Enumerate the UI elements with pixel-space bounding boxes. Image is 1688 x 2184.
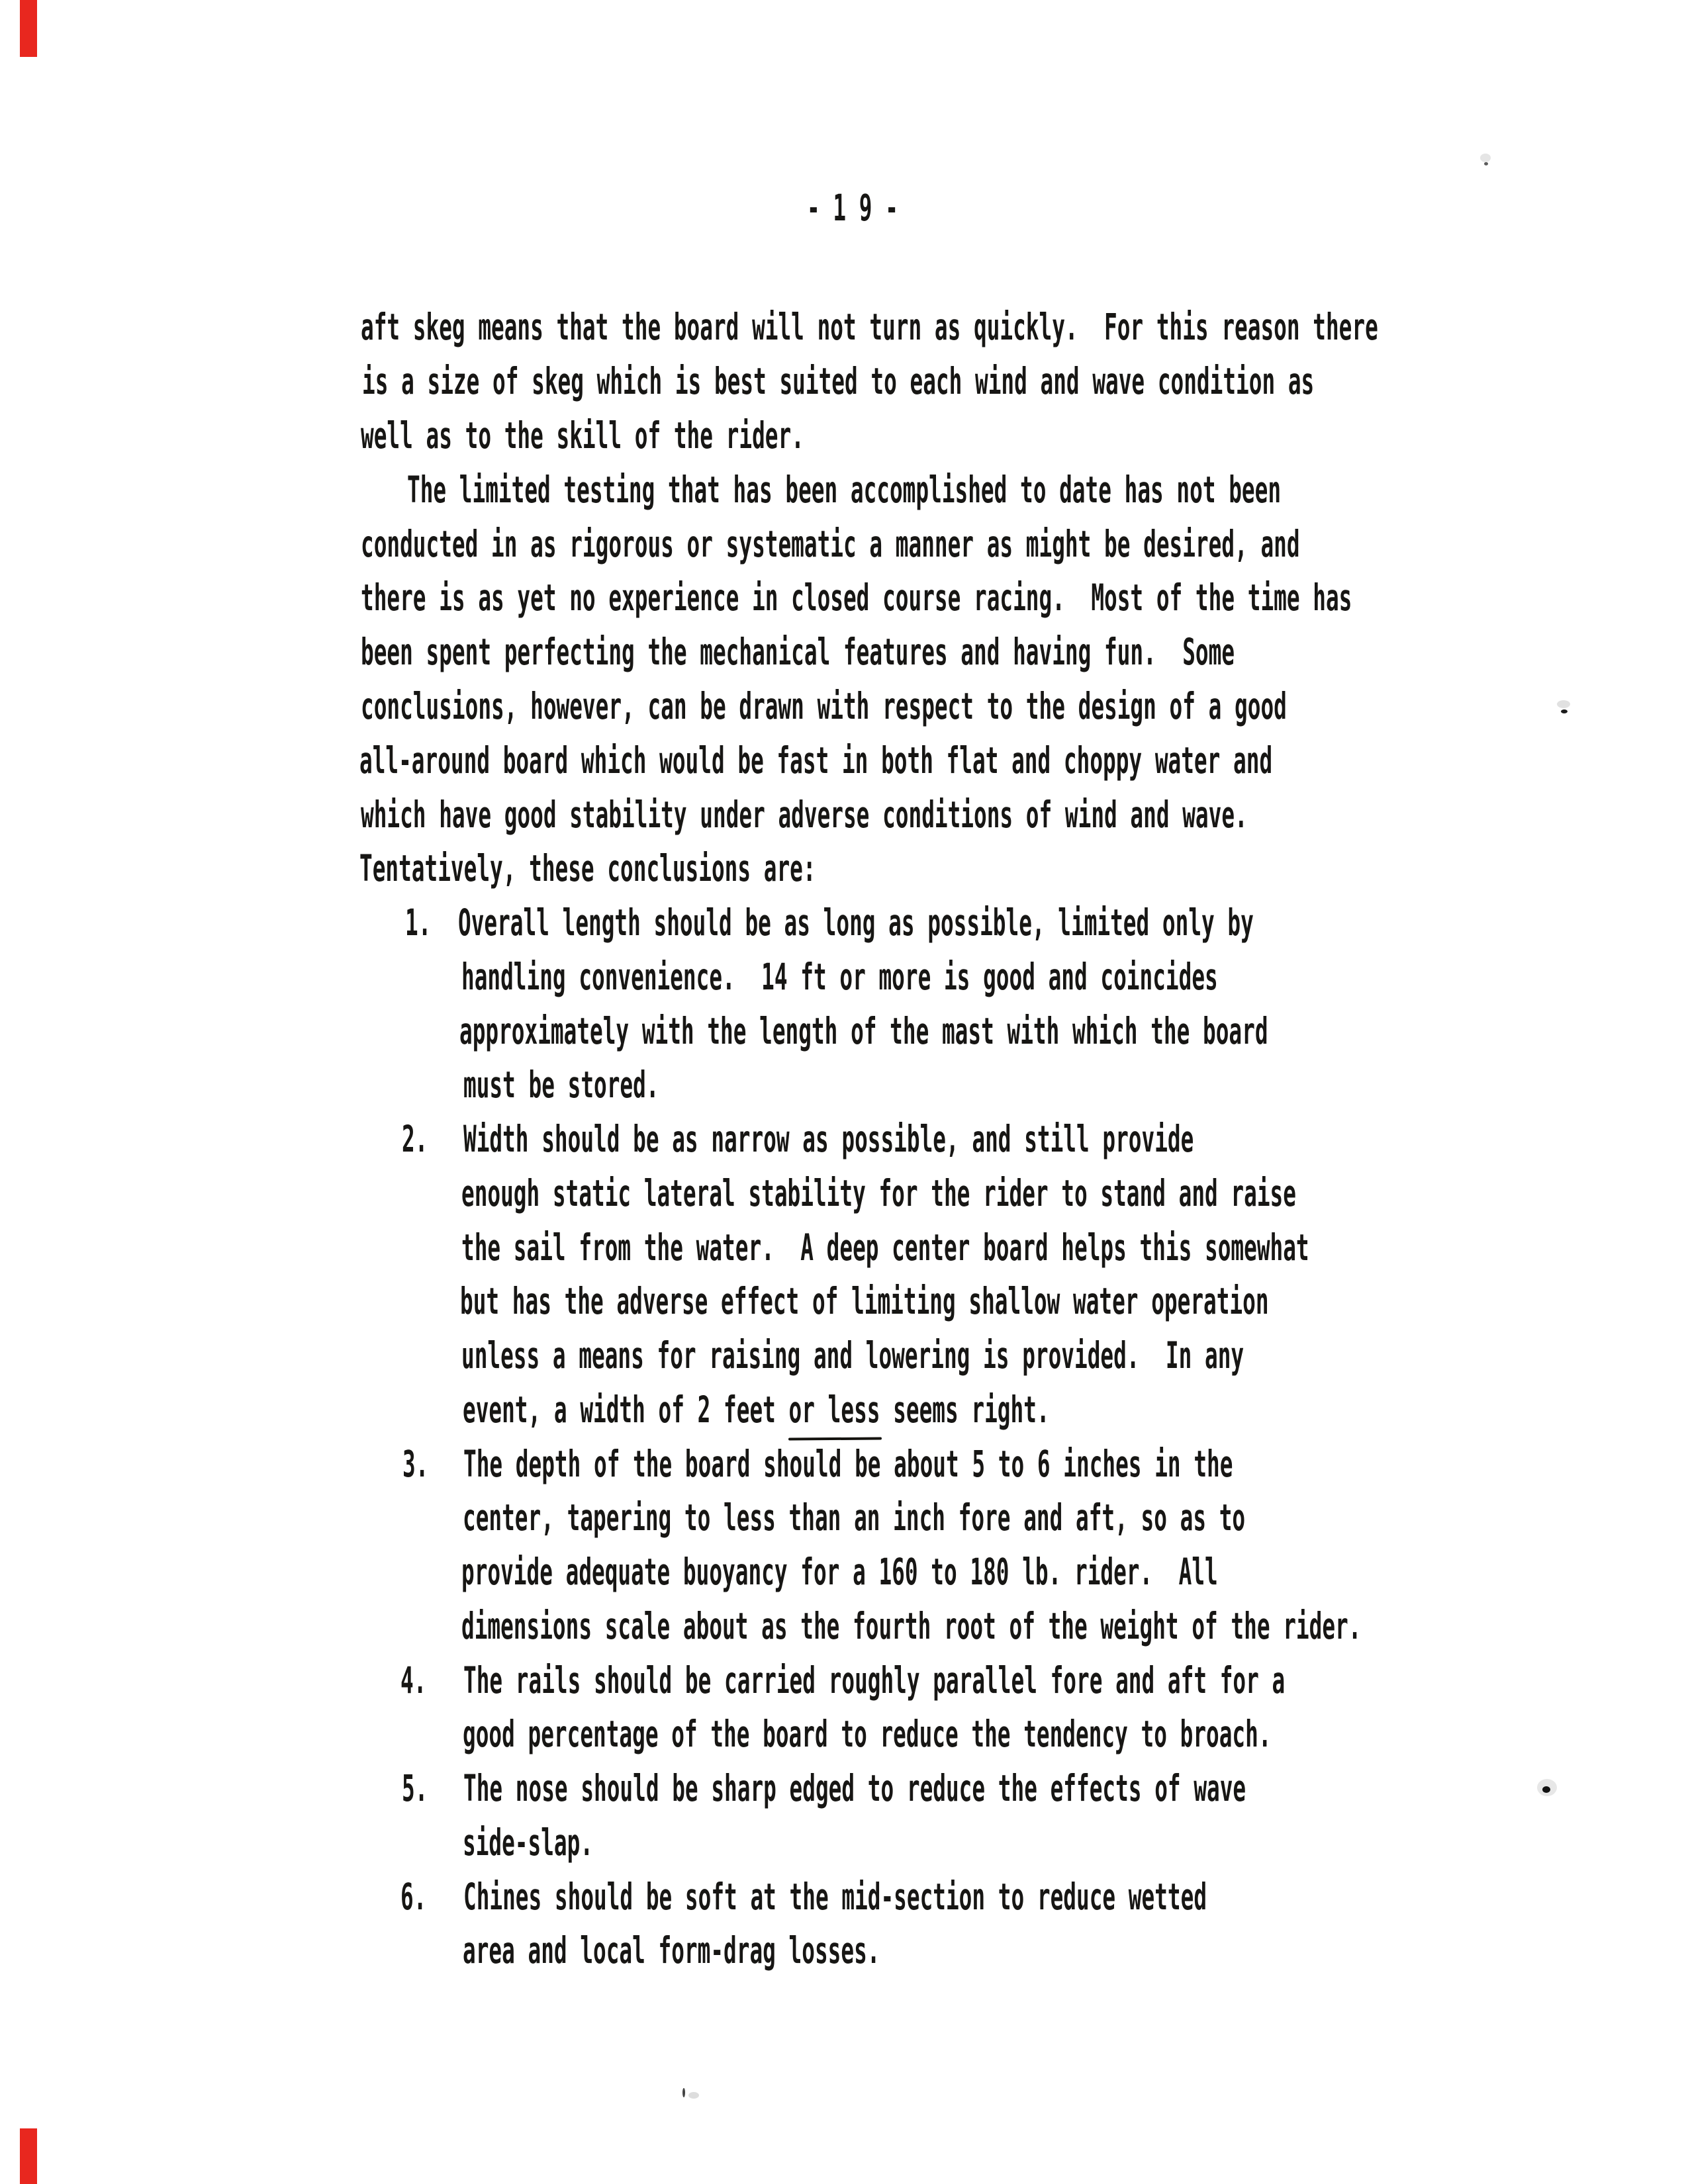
ink-speck [1542,1786,1550,1793]
ink-speck [1480,154,1491,162]
text-line: area and local form-drag losses. [463,1929,880,1972]
text-line: aft skeg means that the board will not turn as quickly. For this reason there [361,306,1378,348]
list-number: 6. [400,1876,427,1918]
text-line: is a size of skeg which is best suited to each wind and wave condition as [362,360,1315,402]
text-line: conclusions, however, can be drawn with respect to the design of a good [361,685,1287,727]
text-line: The limited testing that has been accomplished to date has not been [407,469,1282,511]
list-number: 3. [402,1443,429,1485]
page-number: - 1 9 - [807,187,898,229]
list-number: 4. [400,1659,427,1702]
text-line: The nose should be sharp edged to reduce the effects of wave [463,1767,1246,1809]
text-line: side-slap. [463,1821,594,1864]
list-number: 1. [405,901,432,944]
red-edge-mark-bottom [20,2128,37,2184]
text-line: unless a means for raising and lowering is provided. In any [461,1334,1244,1377]
text-line: all-around board which would be fast in both flat and choppy water and [359,739,1273,782]
text-line: approximately with the length of the mast with which the board [459,1010,1268,1052]
underline-or-less [788,1437,882,1441]
red-edge-mark-top [20,0,37,57]
text-line: the sail from the water. A deep center board helps this somewhat [461,1226,1309,1269]
ink-speck [1561,709,1568,713]
text-line: well as to the skill of the rider. [361,414,804,457]
ink-speck [688,2092,699,2099]
text-line: Tentatively, these conclusions are: [359,847,816,889]
text-line: Overall length should be as long as possible, limited only by [458,901,1254,944]
text-line: dimensions scale about as the fourth root of the weight of the rider. [461,1605,1362,1647]
text-line: Chines should be soft at the mid-section to reduce wetted [463,1876,1207,1918]
text-line: The rails should be carried roughly parallel fore and aft for a [463,1659,1286,1702]
text-line: which have good stability under adverse conditions of wind and wave. [361,794,1248,836]
list-number: 5. [402,1767,428,1809]
text-line: been spent perfecting the mechanical features and having fun. Some [361,631,1235,673]
text-line: enough static lateral stability for the rider to stand and raise [461,1172,1296,1214]
text-line: but has the adverse effect of limiting shallow water operation [460,1280,1269,1322]
text-line: conducted in as rigorous or systematic a manner as might be desired, and [361,523,1300,565]
ink-speck [1557,700,1570,708]
list-number: 2. [402,1118,428,1160]
text-line: good percentage of the board to reduce the tendency to broach. [463,1713,1272,1755]
text-line: handling convenience. 14 ft or more is good and coincides [461,956,1218,998]
text-line: center, tapering to less than an inch fore and aft, so as to [463,1496,1246,1539]
text-line: provide adequate buoyancy for a 160 to 180 lb. rider. All [461,1551,1218,1593]
ink-speck [682,2088,685,2097]
text-line: there is as yet no experience in closed course racing. Most of the time has [361,576,1352,619]
text-line: The depth of the board should be about 5 to 6 inches in the [463,1443,1233,1485]
ink-speck [1484,162,1488,165]
text-line: event, a width of 2 feet or less seems right. [463,1388,1050,1431]
text-line: Width should be as narrow as possible, and still provide [463,1118,1194,1160]
text-line: must be stored. [463,1064,659,1106]
